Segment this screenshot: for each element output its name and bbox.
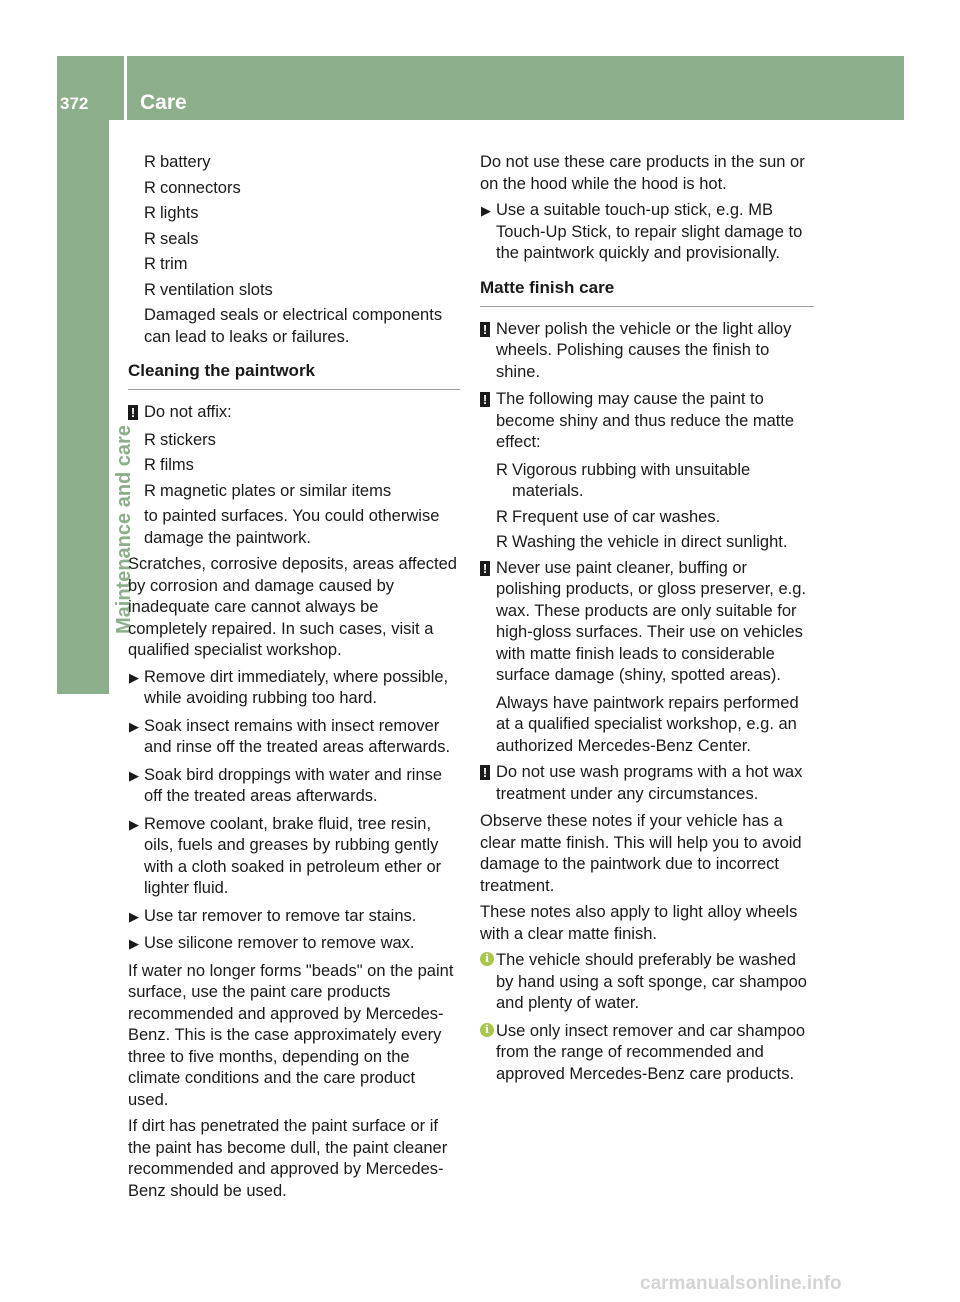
step-item: ▶ Soak insect remains with insect remover and rinse off the treated areas afterwards.: [129, 716, 451, 756]
bullet-icon: R: [144, 456, 156, 474]
bullet-icon: R: [144, 204, 156, 222]
warning-note: ! Do not use wash programs with a hot wax treatment under any circumstances.: [480, 762, 814, 805]
step-item: ▶ Use tar remover to remove tar stains.: [128, 906, 460, 928]
info-icon: i: [480, 952, 494, 966]
list-item: R stickers: [128, 430, 460, 452]
list-item: R trim: [128, 254, 460, 276]
warning-tail: Always have paintwork repairs performed at a qualified specialist workshop, e.g. an authorized Mercedes-Benz Center.: [496, 693, 799, 755]
step-item: ▶ Remove dirt immediately, where possible, while avoiding rubbing too hard.: [129, 667, 449, 707]
step-item: ▶ Use silicone remover to remove wax.: [128, 933, 460, 955]
arrow-icon: ▶: [129, 816, 139, 832]
observe-paragraph: Observe these notes if your vehicle has a clear matte finish. This will help you to avoid damage to the paintwork due to incorrect treatment.: [480, 812, 802, 895]
section-title: Care: [140, 91, 187, 114]
beads-paragraph: If water no longer forms "beads" on the paint surface, use the paint care products recommended and approved by Mercedes-Benz. This is the case approximately every three to five months, depending on the climate conditions and the care product used.: [128, 961, 454, 1109]
bullet-icon: R: [144, 255, 156, 273]
side-label: Maintenance and care: [113, 425, 135, 634]
list-item: R battery: [128, 152, 460, 174]
list-item: R Frequent use of car washes.: [480, 507, 814, 529]
list-item: R lights: [128, 203, 460, 225]
header-divider: [124, 56, 127, 120]
watermark: carmanualsonline.info: [640, 1273, 842, 1294]
info-note: i Use only insect remover and car shampoo from the range of recommended and approved Mercedes-Benz care products.: [480, 1021, 814, 1086]
list-item: R Washing the vehicle in direct sunlight.: [480, 532, 814, 554]
right-column: [480, 152, 814, 1091]
warning-icon: !: [480, 765, 490, 780]
step-item: ▶ Use a suitable touch-up stick, e.g. MB Touch-Up Stick, to repair slight damage to the paintwork quickly and provisionally.: [481, 201, 803, 262]
heading-matte-finish-care: Matte finish care: [480, 277, 814, 307]
affix-tail: to painted surfaces. You could otherwise damage the paintwork.: [144, 507, 440, 547]
damaged-note: Damaged seals or electrical components can lead to leaks or failures.: [144, 306, 443, 346]
bullet-icon: R: [144, 178, 156, 197]
info-icon: i: [480, 1023, 494, 1037]
bullet-icon: R: [496, 460, 508, 479]
warning-note: ! The following may cause the paint to become shiny and thus reduce the matte effect:: [480, 389, 814, 454]
arrow-icon: ▶: [129, 718, 139, 734]
bullet-icon: R: [144, 481, 156, 500]
step-item: ▶ Remove coolant, brake fluid, tree resin, oils, fuels and greases by rubbing gently with a cloth soaked in petroleum ether or lighter fluid.: [129, 814, 442, 897]
bullet-icon: R: [144, 280, 156, 299]
heading-cleaning-paintwork: Cleaning the paintwork: [128, 360, 460, 390]
warning-icon: !: [480, 561, 490, 576]
arrow-icon: ▶: [129, 936, 139, 951]
bullet-icon: R: [144, 430, 156, 449]
bullet-icon: R: [144, 153, 156, 171]
side-tab: [57, 120, 109, 694]
warning-icon: !: [480, 322, 490, 337]
list-item: R ventilation slots: [128, 280, 460, 302]
list-item: R connectors: [128, 178, 460, 200]
bullet-icon: R: [496, 507, 508, 526]
alloy-paragraph: These notes also apply to light alloy wheels with a clear matte finish.: [480, 903, 798, 943]
bullet-icon: R: [496, 533, 508, 551]
dirt-paragraph: If dirt has penetrated the paint surface or if the paint has become dull, the paint cleaner recommended and approved by Mercedes-Benz should be used.: [128, 1117, 448, 1200]
bullet-icon: R: [144, 229, 156, 248]
warning-icon: !: [128, 405, 138, 420]
warning-icon: !: [480, 392, 490, 407]
arrow-icon: ▶: [129, 767, 139, 783]
arrow-icon: ▶: [481, 203, 491, 218]
warning-note: ! Never use paint cleaner, buffing or polishing products, or gloss preserver, e.g. wax. These products are only suitable for high-gloss surfaces. Their use on vehicles with matte finish leads to considerable surface damage (shiny, spotted areas).: [480, 558, 814, 687]
warning-note: ! Never polish the vehicle or the light alloy wheels. Polishing causes the finish to shine.: [480, 319, 814, 384]
list-item: R magnetic plates or similar items: [128, 481, 460, 503]
info-note: i The vehicle should preferably be washed by hand using a soft sponge, car shampoo and plenty of water.: [480, 950, 814, 1015]
arrow-icon: ▶: [129, 669, 139, 685]
warning-note: ! Do not affix:: [128, 402, 460, 424]
page-number: 372: [60, 94, 89, 113]
list-item: R seals: [128, 229, 460, 251]
scratches-paragraph: Scratches, corrosive deposits, areas affected by corrosion and damage caused by inadequate care cannot always be completely repaired. In such cases, visit a qualified specialist workshop.: [128, 555, 457, 659]
left-column: [128, 152, 460, 1207]
step-item: ▶ Soak bird droppings with water and rinse off the treated areas afterwards.: [129, 765, 443, 805]
sun-note: Do not use these care products in the sun or on the hood while the hood is hot.: [480, 153, 805, 193]
arrow-icon: ▶: [129, 908, 139, 924]
list-item: R Vigorous rubbing with unsuitable materials.: [496, 460, 751, 500]
list-item: R films: [128, 455, 460, 477]
